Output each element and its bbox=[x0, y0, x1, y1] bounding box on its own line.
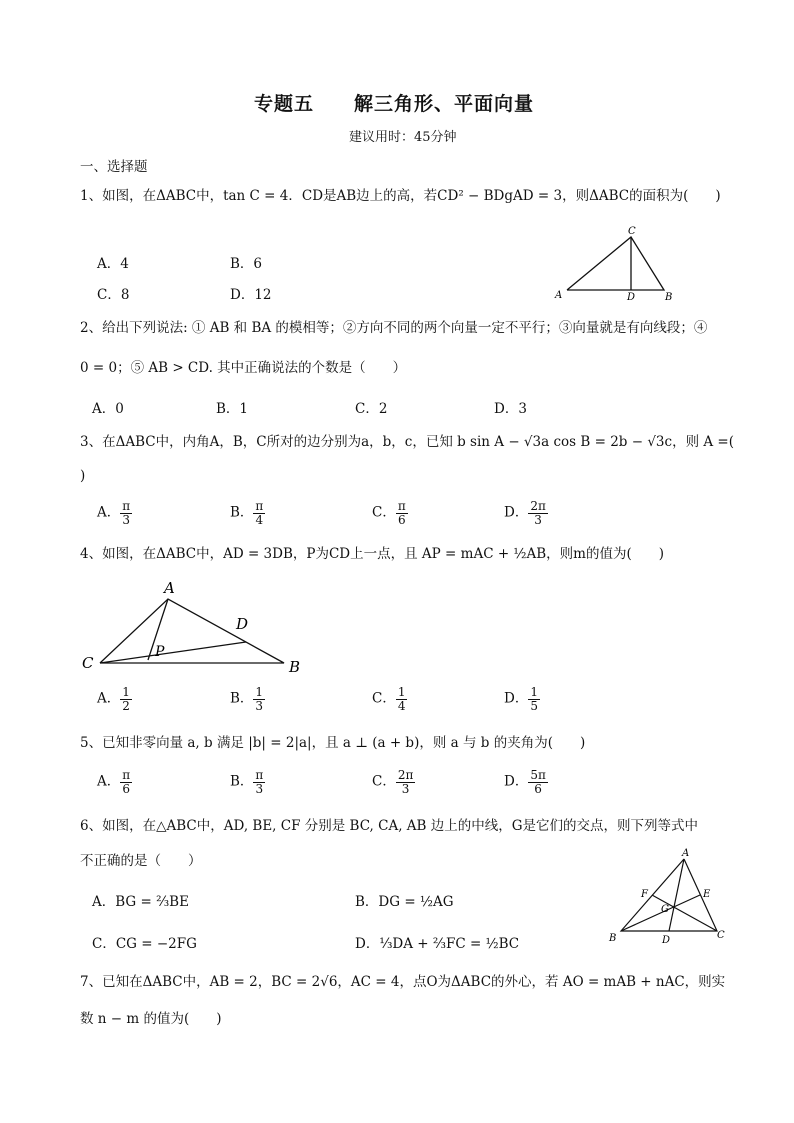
q5-option-b bbox=[230, 769, 265, 795]
q4-option-a-label: A． bbox=[97, 690, 121, 707]
q3-option-d-fraction: $\frac{2\pi}{3}$ bbox=[530, 499, 546, 527]
q4-label-d: D bbox=[236, 615, 249, 633]
q2-option-c: C．2 bbox=[355, 401, 388, 417]
question-3-line-2: ) bbox=[80, 468, 86, 484]
q3-option-c bbox=[372, 500, 408, 526]
q3-option-a-fraction: $\frac{\pi}{3}$ bbox=[122, 499, 131, 527]
q4-label-c: C bbox=[82, 654, 94, 672]
q3-option-a-label: A． bbox=[97, 504, 121, 521]
q4-option-c bbox=[372, 686, 407, 712]
q1-label-d: D bbox=[627, 292, 636, 303]
q4-option-b-label: B． bbox=[230, 690, 254, 707]
q6-label-c: C bbox=[717, 930, 725, 941]
q5-option-a bbox=[97, 769, 132, 795]
q2-option-a: A．0 bbox=[92, 401, 124, 417]
q4-option-c-label: C． bbox=[372, 690, 396, 707]
question-6-line-1: 6、如图，在△ABC中，AD, BE, CF 分别是 BC, CA, AB 边上的中线，G是它们的交点，则下列等式中 bbox=[80, 818, 699, 834]
q4-option-b bbox=[230, 686, 265, 712]
q6-option-d: D．⅓DA + ⅔FC = ½BC bbox=[355, 936, 520, 952]
q2-option-d: D．3 bbox=[494, 401, 527, 417]
q6-label-e: E bbox=[703, 889, 711, 900]
q3-option-c-label: C． bbox=[372, 504, 396, 521]
suggested-time: 建议用时：45分钟 bbox=[349, 130, 457, 145]
question-2-line-1: 2、给出下列说法: ① AB 和 BA 的模相等；②方向不同的两个向量一定不平行；③向量就是有向线段；④ bbox=[80, 320, 708, 336]
q6-option-a: A．BG = ⅔BE bbox=[92, 894, 189, 910]
q4-option-d-label: D． bbox=[504, 690, 529, 707]
question-7-line-2: 数 n − m 的值为( ) bbox=[80, 1011, 222, 1027]
q4-option-a bbox=[97, 686, 132, 712]
q1-option-b: B．6 bbox=[230, 256, 263, 272]
question-4-stem: 4、如图，在ΔABC中，AD = 3DB，P为CD上一点，且 AP = mAC + ½AB，则m的值为( ) bbox=[80, 546, 665, 562]
question-1-stem: 1、如图，在ΔABC中，tan C = 4．CD是AB边上的高，若CD² − BDgAD = 3，则ΔABC的面积为( ) bbox=[80, 188, 721, 204]
q5-option-d-fraction: $\frac{5\pi}{6}$ bbox=[530, 768, 546, 796]
q1-option-d: D．12 bbox=[230, 287, 272, 303]
q5-option-d-label: D． bbox=[504, 773, 529, 790]
q6-medians-figure bbox=[604, 846, 730, 946]
q3-option-b bbox=[230, 500, 265, 526]
q6-label-b: B bbox=[609, 933, 617, 944]
q1-label-b: B bbox=[665, 292, 673, 303]
q4-label-b: B bbox=[289, 658, 301, 676]
question-6-line-2: 不正确的是（ ） bbox=[80, 853, 202, 869]
q5-option-c-label: C． bbox=[372, 773, 396, 790]
q1-label-c: C bbox=[628, 226, 636, 237]
q4-triangle-figure bbox=[78, 576, 318, 680]
q5-option-b-label: B． bbox=[230, 773, 254, 790]
q4-label-a: A bbox=[164, 579, 175, 597]
q6-option-c: C．CG = −2FG bbox=[92, 936, 197, 952]
section-heading: 一、选择题 bbox=[80, 159, 148, 175]
q4-option-b-fraction: $\frac{1}{3}$ bbox=[255, 685, 264, 713]
q1-option-c: C．8 bbox=[97, 287, 130, 303]
q1-option-a: A．4 bbox=[97, 256, 129, 272]
page-title: 专题五 解三角形、平面向量 bbox=[254, 93, 535, 115]
question-7-line-1: 7、已知在ΔABC中，AB = 2，BC = 2√6，AC = 4，点O为ΔABC的外心，若 AO = mAB + nAC，则实 bbox=[80, 974, 726, 990]
q1-triangle-figure bbox=[552, 224, 688, 304]
q4-option-d-fraction: $\frac{1}{5}$ bbox=[530, 685, 538, 713]
q4-label-p: P bbox=[155, 644, 165, 660]
q5-option-a-label: A． bbox=[97, 773, 121, 790]
question-5-stem: 5、已知非零向量 a, b 满足 |b| = 2|a|，且 a ⊥ (a + b)，则 a 与 b 的夹角为( ) bbox=[80, 735, 586, 751]
q4-option-c-fraction: $\frac{1}{4}$ bbox=[397, 685, 406, 713]
q3-option-b-fraction: $\frac{\pi}{4}$ bbox=[255, 499, 264, 527]
q3-option-a bbox=[97, 500, 132, 526]
q5-option-a-fraction: $\frac{\pi}{6}$ bbox=[122, 768, 131, 796]
q3-option-c-fraction: $\frac{\pi}{6}$ bbox=[397, 499, 406, 527]
q5-option-c-fraction: $\frac{2\pi}{3}$ bbox=[397, 768, 414, 796]
q2-option-b: B．1 bbox=[216, 401, 249, 417]
q6-label-g: G bbox=[661, 904, 669, 915]
q3-option-d bbox=[504, 500, 548, 526]
question-2-line-2: 0 = 0；⑤ AB > CD. 其中正确说法的个数是（ ） bbox=[80, 360, 407, 376]
q1-label-a: A bbox=[555, 290, 563, 301]
q3-option-b-label: B． bbox=[230, 504, 254, 521]
q5-option-d bbox=[504, 769, 548, 795]
q4-option-d bbox=[504, 686, 540, 712]
q6-label-d: D bbox=[662, 935, 671, 946]
q4-option-a-fraction: $\frac{1}{2}$ bbox=[122, 685, 130, 713]
q6-option-b: B．DG = ½AG bbox=[355, 894, 454, 910]
q5-option-b-fraction: $\frac{\pi}{3}$ bbox=[255, 768, 264, 796]
q3-option-d-label: D． bbox=[504, 504, 529, 521]
question-3-line-1: 3、在ΔABC中，内角A，B，C所对的边分别为a，b，c，已知 b sin A − √3a cos B = 2b − √3c，则 A =( bbox=[80, 434, 734, 450]
q6-label-a: A bbox=[682, 848, 690, 859]
q5-option-c bbox=[372, 769, 415, 795]
q6-label-f: F bbox=[641, 889, 648, 900]
